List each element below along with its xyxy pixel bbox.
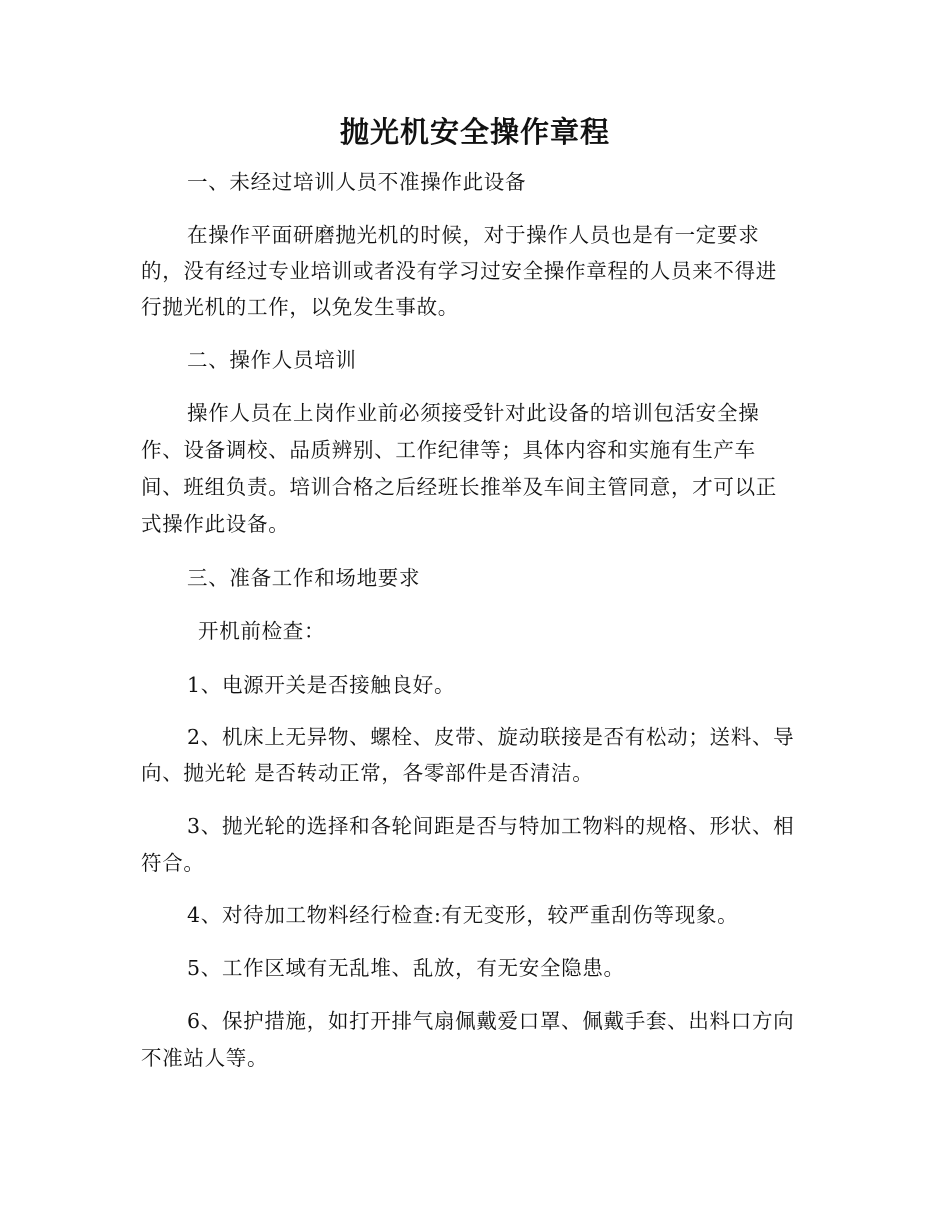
paragraph-line: 在操作平面研磨抛光机的时候，对于操作人员也是有一定要求 xyxy=(187,223,760,247)
checklist-item-continuation: 不准站人等。 xyxy=(141,1046,269,1070)
paragraph-line: 式操作此设备。 xyxy=(141,512,290,536)
paragraph-line: 的，没有经过专业培训或者没有学习过安全操作章程的人员来不得进 xyxy=(141,259,777,283)
paragraph-line: 间、班组负责。培训合格之后经班长推举及车间主管同意，才可以正 xyxy=(141,475,777,499)
checklist-item-continuation: 符合。 xyxy=(141,851,205,875)
document-title: 抛光机安全操作章程 xyxy=(339,115,610,149)
checklist-item: 4、对待加工物料经行检查:有无变形，较严重刮伤等现象。 xyxy=(187,903,739,927)
section-heading-1: 一、未经过培训人员不准操作此设备 xyxy=(187,170,527,194)
checklist-item: 1、电源开关是否接触良好。 xyxy=(187,673,456,697)
paragraph-line: 作、设备调校、品质辨别、工作纪律等；具体内容和实施有生产车 xyxy=(141,438,756,462)
section-heading-2: 二、操作人员培训 xyxy=(187,348,357,372)
section-heading-3: 三、准备工作和场地要求 xyxy=(187,566,421,590)
paragraph-line: 行抛光机的工作，以免发生事故。 xyxy=(141,295,459,319)
checklist-item: 5、工作区域有无乱堆、乱放，有无安全隐患。 xyxy=(187,956,625,980)
checklist-item-continuation: 向、抛光轮 是否转动正常，各零部件是否清洁。 xyxy=(141,761,594,785)
checklist-item: 3、抛光轮的选择和各轮间距是否与特加工物料的规格、形状、相 xyxy=(187,814,795,838)
checklist-item: 6、保护措施，如打开排气扇佩戴爱口罩、佩戴手套、出料口方向 xyxy=(187,1009,795,1033)
paragraph-line: 操作人员在上岗作业前必须接受针对此设备的培训包活安全操 xyxy=(187,401,760,425)
checklist-item: 2、机床上无异物、螺栓、皮带、旋动联接是否有松动；送料、导 xyxy=(187,725,795,749)
checklist-label: 开机前检查： xyxy=(198,619,326,643)
